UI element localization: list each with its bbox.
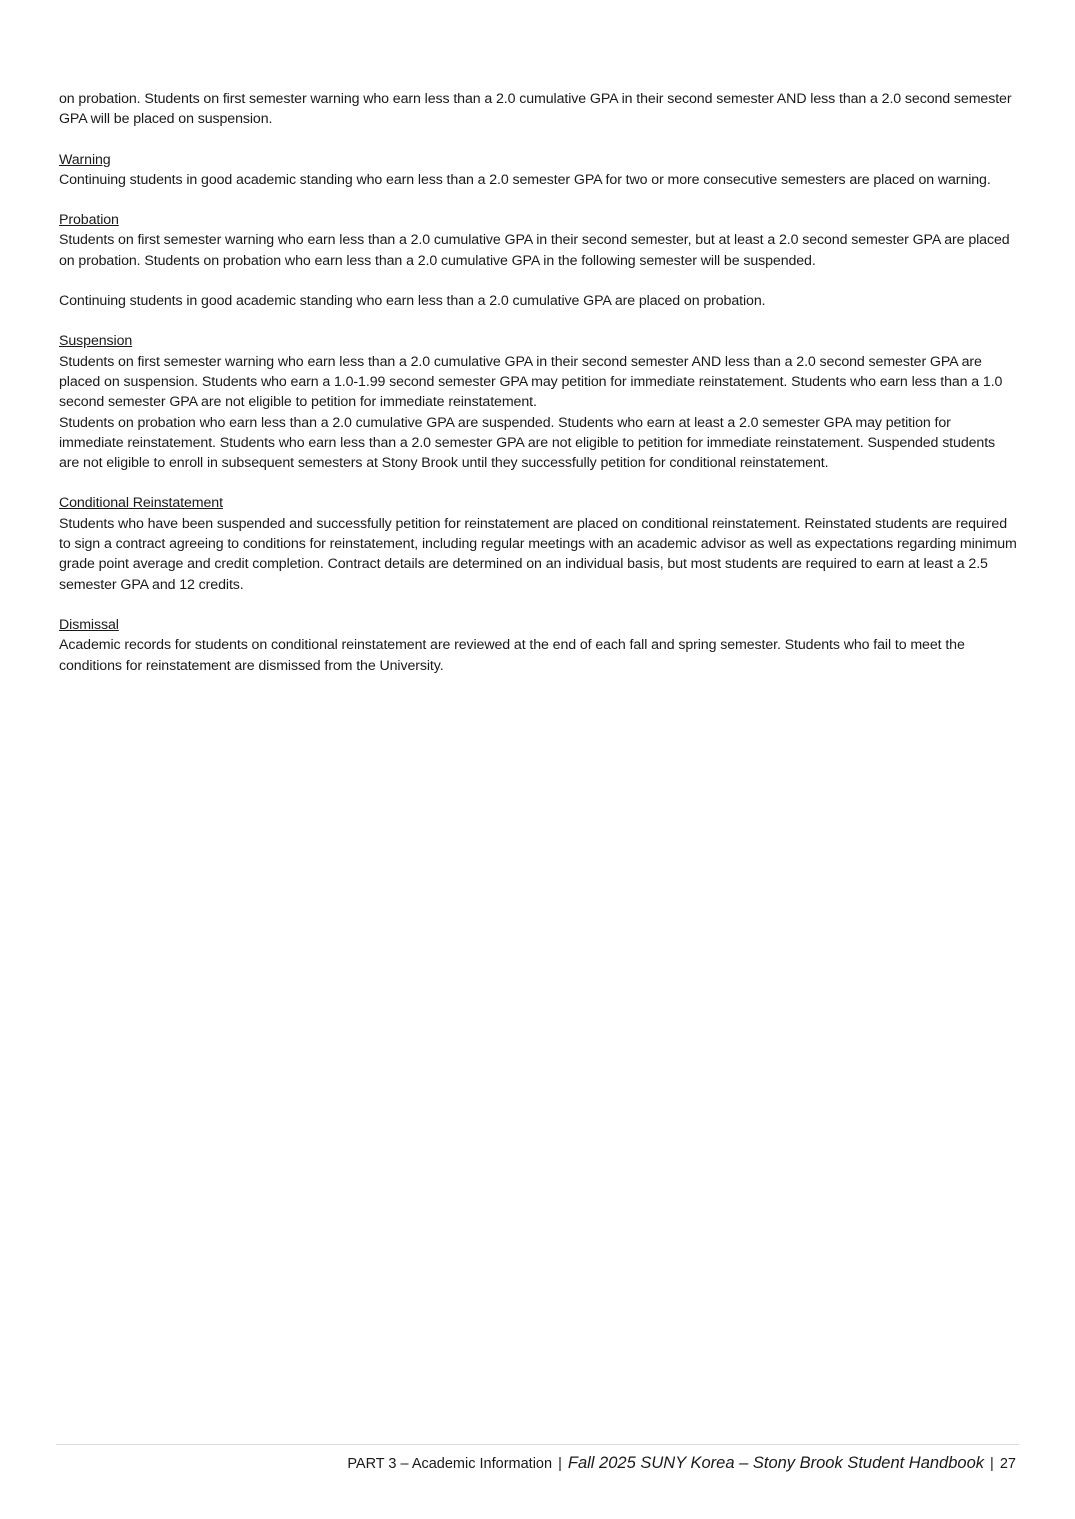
footer-part-label: PART 3 – Academic Information (347, 1456, 553, 1472)
page-footer (347, 1454, 1016, 1473)
section-heading-warning: Warning (59, 151, 111, 168)
conditional-reinstatement-paragraph: Students who have been suspended and successfully petition for reinstatement are placed on conditional reinstatement. Reinstated students are required to sign a contract agreeing to conditions for reinstatement, including regular meetings with an academic advisor as well as expectations regarding minimum grade point average and credit completion. Contract details are determined on an individual basis, but most students are required to earn at least a 2.5 semester GPA and 12 credits. (59, 515, 1017, 593)
footer-page-number: 27 (999, 1456, 1016, 1472)
section-dismissal (59, 615, 1019, 676)
section-heading-suspension: Suspension (59, 333, 133, 350)
section-suspension (59, 331, 1019, 473)
footer-separator-2: | (990, 1456, 994, 1472)
suspension-paragraph-1: Students on first semester warning who earn less than a 2.0 cumulative GPA in their second semester AND less than a 2.0 second semester GPA are placed on suspension. Students who earn a 1.0-1.99 second semester GPA may petition for immediate reinstatement. Students who earn less than a 1.0 second semester GPA are not eligible to petition for immediate reinstatement. (59, 353, 1003, 411)
section-heading-conditional-reinstatement: Conditional Reinstatement (59, 495, 223, 512)
dismissal-paragraph: Academic records for students on conditional reinstatement are reviewed at the end of each fall and spring semester. Students who fail to meet the conditions for reinstatement are dismissed from the University. (59, 637, 965, 674)
section-heading-dismissal: Dismissal (59, 616, 119, 633)
footer-separator-1: | (558, 1456, 562, 1472)
probation-paragraph-2: Continuing students in good academic standing who earn less than a 2.0 cumulative GPA are placed on probation. (59, 293, 766, 310)
footer-divider (56, 1444, 1019, 1445)
suspension-paragraph-2: Students on probation who earn less than a 2.0 cumulative GPA are suspended. Students who earn at least a 2.0 semester GPA may petition for immediate reinstatement. Students who earn less than a 2.0 semester GPA are not eligible to petition for immediate reinstatement. Suspended students are not eligible to enroll in subsequent semesters at Stony Brook until they successfully petition for conditional reinstatement. (59, 414, 996, 472)
section-heading-probation: Probation (59, 212, 119, 229)
footer-handbook-title: Fall 2025 SUNY Korea – Stony Brook Student Handbook (567, 1454, 985, 1472)
page-body (59, 89, 1019, 676)
warning-paragraph: Continuing students in good academic standing who earn less than a 2.0 semester GPA for two or more consecutive semesters are placed on warning. (59, 171, 991, 188)
probation-paragraph-1: Students on first semester warning who earn less than a 2.0 cumulative GPA in their second semester, but at least a 2.0 second semester GPA are placed on probation. Students on probation who earn less than a 2.0 cumulative GPA in the following semester will be suspended. (59, 232, 1010, 269)
intro-paragraph: on probation. Students on first semester warning who earn less than a 2.0 cumulative GPA in their second semester AND less than a 2.0 second semester GPA will be placed on suspension. (59, 91, 1012, 128)
section-warning (59, 150, 1019, 191)
section-probation (59, 210, 1019, 311)
section-conditional-reinstatement (59, 493, 1019, 594)
